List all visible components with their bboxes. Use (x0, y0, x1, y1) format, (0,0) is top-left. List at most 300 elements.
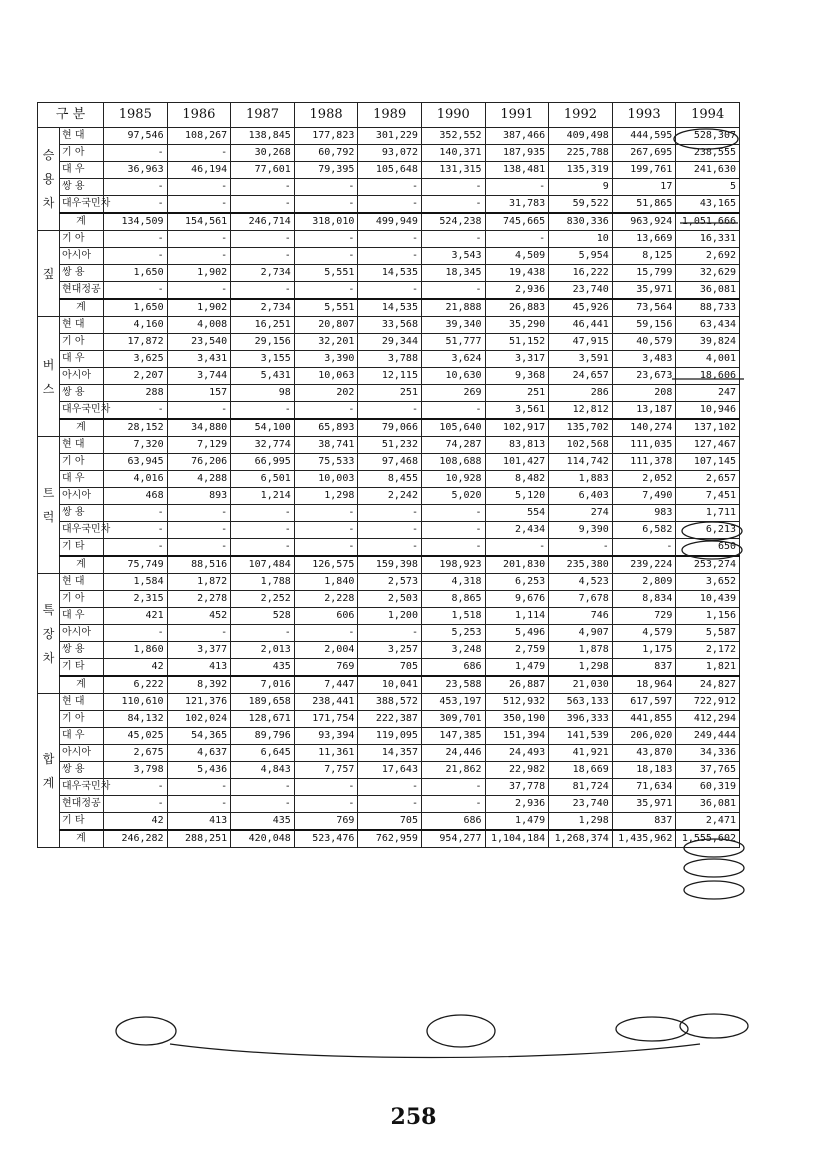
table-cell: - (358, 196, 422, 214)
table-cell: 435 (231, 813, 295, 831)
table-cell: 16,331 (676, 231, 740, 248)
total-cell: 201,830 (485, 556, 549, 574)
year-header: 1990 (421, 103, 485, 128)
table-cell: 2,657 (676, 471, 740, 488)
table-row (38, 728, 740, 745)
table-row (38, 505, 740, 522)
table-cell: 98 (231, 385, 295, 402)
table-cell: - (104, 796, 168, 813)
table-cell: 2,573 (358, 574, 422, 591)
table-cell: 722,912 (676, 694, 740, 711)
row-label: 현대정공 (60, 796, 104, 813)
circle-mark (616, 1017, 688, 1041)
table-row (38, 351, 740, 368)
table-cell: 3,625 (104, 351, 168, 368)
table-row (38, 437, 740, 454)
table-cell: 8,865 (421, 591, 485, 608)
table-cell: 3,798 (104, 762, 168, 779)
table-cell: - (485, 179, 549, 196)
table-cell: 1,298 (549, 813, 613, 831)
table-cell: 110,610 (104, 694, 168, 711)
table-cell: 208 (612, 385, 676, 402)
table-cell: 6,645 (231, 745, 295, 762)
table-row (38, 779, 740, 796)
table-cell: 8,125 (612, 248, 676, 265)
table-cell: 350,190 (485, 711, 549, 728)
table-cell: 15,799 (612, 265, 676, 282)
table-cell: - (294, 179, 358, 196)
table-cell: 84,132 (104, 711, 168, 728)
table-cell: 46,441 (549, 317, 613, 334)
table-cell: 29,344 (358, 334, 422, 351)
table-cell: 32,774 (231, 437, 295, 454)
table-cell: - (104, 196, 168, 214)
table-cell: 18,345 (421, 265, 485, 282)
table-cell: 10,063 (294, 368, 358, 385)
table-cell: 2,936 (485, 282, 549, 300)
table-cell: 21,862 (421, 762, 485, 779)
table-cell: 893 (167, 488, 231, 505)
table-cell: 837 (612, 813, 676, 831)
table-cell: 19,438 (485, 265, 549, 282)
table-cell: 554 (485, 505, 549, 522)
row-label: 기 타 (60, 813, 104, 831)
table-cell: 59,522 (549, 196, 613, 214)
table-cell: 35,290 (485, 317, 549, 334)
table-cell: 7,320 (104, 437, 168, 454)
group-label: 짚 (38, 231, 60, 317)
table-cell: 3,652 (676, 574, 740, 591)
table-cell: - (167, 505, 231, 522)
total-cell: 963,924 (612, 213, 676, 231)
table-cell: - (421, 402, 485, 420)
table-row (38, 128, 740, 145)
table-row (38, 454, 740, 471)
total-cell: 88,733 (676, 299, 740, 317)
table-cell: - (358, 231, 422, 248)
total-cell: 246,714 (231, 213, 295, 231)
table-cell: 413 (167, 659, 231, 677)
table-cell: 43,870 (612, 745, 676, 762)
table-cell: 108,688 (421, 454, 485, 471)
table-cell: 128,671 (231, 711, 295, 728)
table-cell: 79,395 (294, 162, 358, 179)
table-cell: 51,865 (612, 196, 676, 214)
total-cell: 1,650 (104, 299, 168, 317)
table-cell: 2,052 (612, 471, 676, 488)
table-cell: 4,318 (421, 574, 485, 591)
corner-label: 구 분 (38, 103, 104, 128)
table-cell: - (294, 796, 358, 813)
table-cell: 2,809 (612, 574, 676, 591)
table-cell: 10 (549, 231, 613, 248)
table-cell: 705 (358, 813, 422, 831)
table-cell: - (294, 625, 358, 642)
table-cell: - (167, 402, 231, 420)
table-cell: 7,129 (167, 437, 231, 454)
table-cell: - (358, 282, 422, 300)
table-cell: 301,229 (358, 128, 422, 145)
table-row (38, 488, 740, 505)
table-cell: - (231, 196, 295, 214)
table-cell: 114,742 (549, 454, 613, 471)
table-cell: - (358, 539, 422, 557)
table-cell: - (231, 796, 295, 813)
table-cell: 2,228 (294, 591, 358, 608)
table-cell: 46,194 (167, 162, 231, 179)
table-cell: 2,252 (231, 591, 295, 608)
table-cell: - (104, 625, 168, 642)
table-cell: 9,368 (485, 368, 549, 385)
table-cell: 225,788 (549, 145, 613, 162)
table-cell: 2,207 (104, 368, 168, 385)
table-cell: 5,253 (421, 625, 485, 642)
table-cell: - (421, 779, 485, 796)
header-row (38, 103, 740, 128)
row-label: 기 아 (60, 145, 104, 162)
table-cell: - (294, 402, 358, 420)
table-cell: - (421, 231, 485, 248)
table-cell: 10,946 (676, 402, 740, 420)
table-cell: 135,319 (549, 162, 613, 179)
total-row (38, 213, 740, 231)
table-cell: 274 (549, 505, 613, 522)
table-cell: 453,197 (421, 694, 485, 711)
table-row (38, 282, 740, 300)
table-cell: - (358, 402, 422, 420)
table-cell: 121,376 (167, 694, 231, 711)
table-cell: - (294, 505, 358, 522)
table-cell: 1,298 (294, 488, 358, 505)
table-cell: 5 (676, 179, 740, 196)
year-header: 1992 (549, 103, 613, 128)
table-cell: 42 (104, 813, 168, 831)
total-label: 계 (60, 830, 104, 848)
table-cell: 2,734 (231, 265, 295, 282)
table-cell: 241,630 (676, 162, 740, 179)
table-cell: 769 (294, 659, 358, 677)
table-cell: 2,936 (485, 796, 549, 813)
table-cell: 18,606 (676, 368, 740, 385)
table-cell: 17,643 (358, 762, 422, 779)
row-label: 대우국민차 (60, 779, 104, 796)
table-cell: 3,744 (167, 368, 231, 385)
table-cell: - (231, 248, 295, 265)
row-label: 쌍 용 (60, 762, 104, 779)
table-row (38, 145, 740, 162)
table-cell: 35,971 (612, 282, 676, 300)
table-cell: 107,145 (676, 454, 740, 471)
table-cell: 29,156 (231, 334, 295, 351)
table-cell: 102,568 (549, 437, 613, 454)
table-cell: 1,878 (549, 642, 613, 659)
table-row (38, 368, 740, 385)
table-cell: - (485, 539, 549, 557)
table-cell: 47,915 (549, 334, 613, 351)
table-cell: 238,555 (676, 145, 740, 162)
row-label: 대 우 (60, 608, 104, 625)
table-cell: 10,928 (421, 471, 485, 488)
row-label: 기 타 (60, 539, 104, 557)
table-cell: 39,824 (676, 334, 740, 351)
table-cell: 187,935 (485, 145, 549, 162)
table-cell: 199,761 (612, 162, 676, 179)
total-row (38, 676, 740, 694)
total-cell: 253,274 (676, 556, 740, 574)
table-cell: 3,543 (421, 248, 485, 265)
table-cell: 3,431 (167, 351, 231, 368)
table-cell: - (167, 796, 231, 813)
table-cell: - (167, 282, 231, 300)
production-table (37, 102, 740, 848)
table-row (38, 813, 740, 831)
table-cell: 769 (294, 813, 358, 831)
row-label: 쌍 용 (60, 385, 104, 402)
total-cell: 65,893 (294, 419, 358, 437)
table-row (38, 471, 740, 488)
table-cell: 75,533 (294, 454, 358, 471)
total-label: 계 (60, 556, 104, 574)
table-cell: 441,855 (612, 711, 676, 728)
table-cell: 111,035 (612, 437, 676, 454)
table-cell: 22,982 (485, 762, 549, 779)
row-label: 기 아 (60, 231, 104, 248)
table-cell: - (104, 779, 168, 796)
table-cell: - (294, 196, 358, 214)
total-cell: 34,880 (167, 419, 231, 437)
table-body (38, 128, 740, 848)
table-cell: 4,288 (167, 471, 231, 488)
table-cell: 617,597 (612, 694, 676, 711)
table-cell: 4,523 (549, 574, 613, 591)
table-cell: 528,307 (676, 128, 740, 145)
row-label: 현 대 (60, 574, 104, 591)
table-row (38, 522, 740, 539)
table-row (38, 625, 740, 642)
total-cell: 24,827 (676, 676, 740, 694)
table-cell: 3,257 (358, 642, 422, 659)
total-row (38, 419, 740, 437)
table-cell: 2,004 (294, 642, 358, 659)
table-cell: 36,963 (104, 162, 168, 179)
table-cell: 17,872 (104, 334, 168, 351)
table-cell: 171,754 (294, 711, 358, 728)
table-cell: - (231, 179, 295, 196)
total-cell: 1,051,666 (676, 213, 740, 231)
year-header: 1988 (294, 103, 358, 128)
table-cell: 7,757 (294, 762, 358, 779)
table-cell: 93,394 (294, 728, 358, 745)
table-cell: 251 (485, 385, 549, 402)
table-cell: 33,568 (358, 317, 422, 334)
table-cell: 1,298 (549, 659, 613, 677)
table-row (38, 385, 740, 402)
table-cell: 138,481 (485, 162, 549, 179)
circle-mark (427, 1015, 495, 1047)
table-cell: - (294, 248, 358, 265)
total-cell: 830,336 (549, 213, 613, 231)
total-label: 계 (60, 676, 104, 694)
table-cell: 1,114 (485, 608, 549, 625)
total-cell: 523,476 (294, 830, 358, 848)
table-cell: 16,251 (231, 317, 295, 334)
table-cell: - (358, 522, 422, 539)
table-cell: 31,783 (485, 196, 549, 214)
table-cell: 5,954 (549, 248, 613, 265)
table-cell: 4,843 (231, 762, 295, 779)
total-cell: 159,398 (358, 556, 422, 574)
table-cell: - (167, 625, 231, 642)
table-cell: - (612, 539, 676, 557)
table-cell: 288 (104, 385, 168, 402)
table-cell: - (294, 522, 358, 539)
table-cell: 387,466 (485, 128, 549, 145)
table-cell: 97,546 (104, 128, 168, 145)
table-row (38, 265, 740, 282)
total-label: 계 (60, 213, 104, 231)
table-cell: 71,634 (612, 779, 676, 796)
total-cell: 75,749 (104, 556, 168, 574)
table-row (38, 317, 740, 334)
table-row (38, 762, 740, 779)
table-cell: 14,357 (358, 745, 422, 762)
total-cell: 318,010 (294, 213, 358, 231)
table-cell: - (421, 179, 485, 196)
table-cell: - (104, 522, 168, 539)
table-cell: 8,482 (485, 471, 549, 488)
table-cell: 7,490 (612, 488, 676, 505)
table-cell: 396,333 (549, 711, 613, 728)
table-cell: 837 (612, 659, 676, 677)
table-cell: 6,253 (485, 574, 549, 591)
table-cell: 108,267 (167, 128, 231, 145)
row-label: 기 아 (60, 591, 104, 608)
table-cell: 563,133 (549, 694, 613, 711)
total-cell: 246,282 (104, 830, 168, 848)
table-cell: 4,509 (485, 248, 549, 265)
total-cell: 134,509 (104, 213, 168, 231)
table-cell: 12,115 (358, 368, 422, 385)
table-cell: 37,778 (485, 779, 549, 796)
table-cell: 51,152 (485, 334, 549, 351)
total-cell: 1,104,184 (485, 830, 549, 848)
table-cell: 2,315 (104, 591, 168, 608)
table-cell: 452 (167, 608, 231, 625)
table-cell: 3,317 (485, 351, 549, 368)
table-cell: 189,658 (231, 694, 295, 711)
table-cell: - (231, 231, 295, 248)
table-cell: - (167, 196, 231, 214)
table-row (38, 574, 740, 591)
row-label: 아시아 (60, 625, 104, 642)
table-cell: 24,657 (549, 368, 613, 385)
table-cell: - (358, 248, 422, 265)
table-cell: - (167, 145, 231, 162)
table-cell: 1,479 (485, 813, 549, 831)
total-cell: 8,392 (167, 676, 231, 694)
table-cell: 105,648 (358, 162, 422, 179)
table-cell: 51,777 (421, 334, 485, 351)
table-cell: 686 (421, 659, 485, 677)
circle-mark (116, 1017, 176, 1045)
table-cell: 222,387 (358, 711, 422, 728)
total-cell: 1,555,602 (676, 830, 740, 848)
table-cell: - (485, 231, 549, 248)
total-cell: 18,964 (612, 676, 676, 694)
table-cell: 51,232 (358, 437, 422, 454)
table-cell: 4,637 (167, 745, 231, 762)
table-cell: 138,845 (231, 128, 295, 145)
table-row (38, 539, 740, 557)
total-cell: 288,251 (167, 830, 231, 848)
table-cell: 5,551 (294, 265, 358, 282)
table-cell: 3,561 (485, 402, 549, 420)
table-cell: 12,812 (549, 402, 613, 420)
table-cell: 412,294 (676, 711, 740, 728)
table-cell: 63,434 (676, 317, 740, 334)
table-cell: 388,572 (358, 694, 422, 711)
table-row (38, 694, 740, 711)
table-cell: 18,183 (612, 762, 676, 779)
total-cell: 7,016 (231, 676, 295, 694)
total-cell: 14,535 (358, 299, 422, 317)
table-cell: - (358, 625, 422, 642)
table-cell: 2,013 (231, 642, 295, 659)
total-cell: 107,484 (231, 556, 295, 574)
table-cell: - (421, 539, 485, 557)
table-cell: 983 (612, 505, 676, 522)
year-header: 1989 (358, 103, 422, 128)
table-cell: 1,584 (104, 574, 168, 591)
table-cell: 9,676 (485, 591, 549, 608)
table-row (38, 334, 740, 351)
table-cell: 650 (676, 539, 740, 557)
table-cell: 8,834 (612, 591, 676, 608)
row-label: 대 우 (60, 728, 104, 745)
table-row (38, 231, 740, 248)
table-cell: 2,242 (358, 488, 422, 505)
table-cell: - (231, 539, 295, 557)
table-cell: 60,792 (294, 145, 358, 162)
total-cell: 499,949 (358, 213, 422, 231)
table-cell: 35,971 (612, 796, 676, 813)
connector-mark (170, 1044, 700, 1058)
total-row (38, 299, 740, 317)
table-cell: 9,390 (549, 522, 613, 539)
table-cell: 140,371 (421, 145, 485, 162)
table-cell: 10,003 (294, 471, 358, 488)
table-cell: 1,214 (231, 488, 295, 505)
year-header: 1987 (231, 103, 295, 128)
table-cell: 5,020 (421, 488, 485, 505)
table-cell: 7,678 (549, 591, 613, 608)
table-cell: 3,390 (294, 351, 358, 368)
table-cell: 45,025 (104, 728, 168, 745)
table-cell: 38,741 (294, 437, 358, 454)
table-cell: 4,907 (549, 625, 613, 642)
circle-mark (680, 1014, 748, 1038)
table-cell: 20,807 (294, 317, 358, 334)
row-label: 기 타 (60, 659, 104, 677)
total-cell: 140,274 (612, 419, 676, 437)
table-cell: - (104, 231, 168, 248)
total-cell: 198,923 (421, 556, 485, 574)
table-cell: 2,692 (676, 248, 740, 265)
table-cell: - (421, 522, 485, 539)
table-cell: 1,788 (231, 574, 295, 591)
table-cell: - (104, 248, 168, 265)
table-cell: 36,081 (676, 796, 740, 813)
